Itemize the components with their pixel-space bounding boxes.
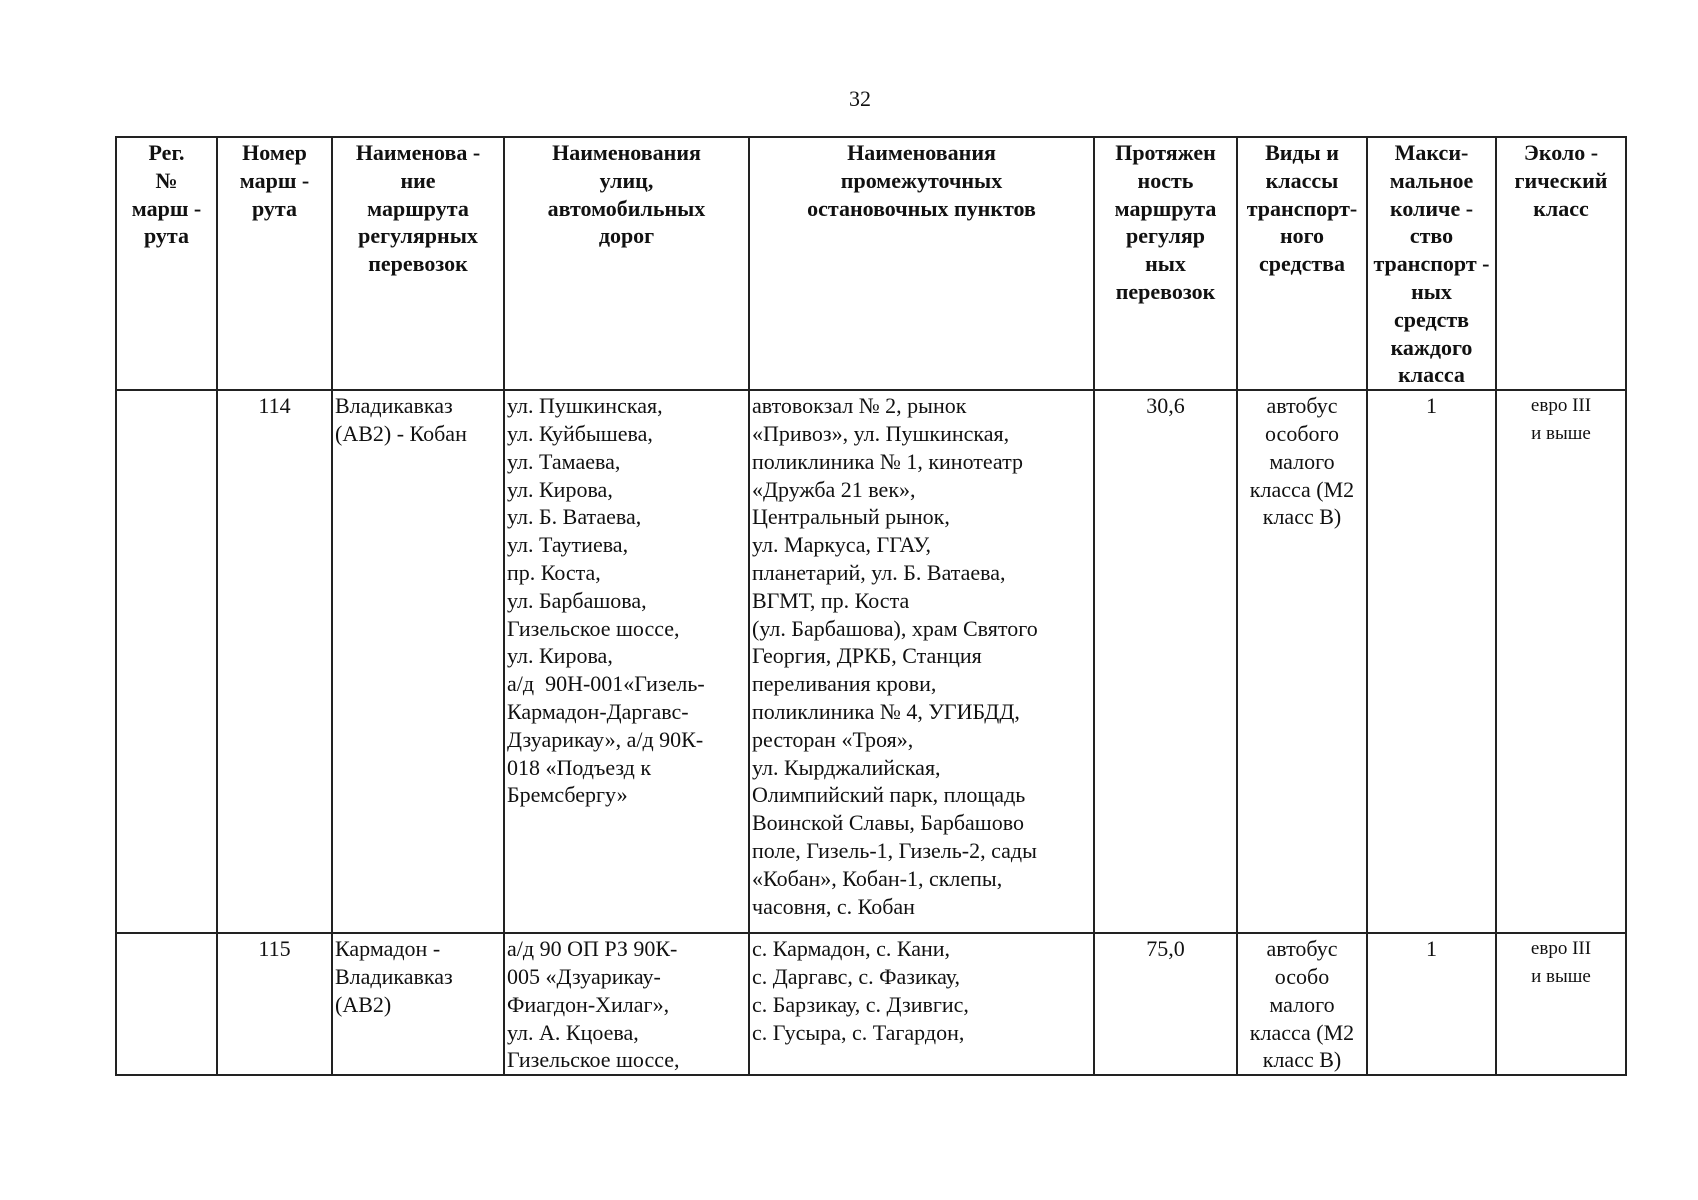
header-stops: Наименования промежуточных остановочных пунктов: [749, 137, 1094, 390]
route-name-cell: Кармадон - Владикавказ (АВ2): [332, 933, 504, 1075]
header-vehicle-class: Виды и классы транспорт- ного средства: [1237, 137, 1367, 390]
max-vehicles-cell: 1: [1367, 390, 1496, 933]
reg-number-cell: [116, 390, 217, 933]
routes-table: [115, 136, 1627, 1076]
eco-class-cell: евро III и выше: [1496, 390, 1626, 933]
reg-number-cell: [116, 933, 217, 1075]
route-number-cell: 115: [217, 933, 332, 1075]
eco-class-cell: евро III и выше: [1496, 933, 1626, 1075]
length-cell: 30,6: [1094, 390, 1237, 933]
header-route-name: Наименова - ние маршрута регулярных перевозок: [332, 137, 504, 390]
header-streets: Наименования улиц, автомобильных дорог: [504, 137, 749, 390]
route-name-cell: Владикавказ (АВ2) - Кобан: [332, 390, 504, 933]
header-route-number: Номер марш - рута: [217, 137, 332, 390]
page-number: 32: [849, 86, 871, 111]
header-length: Протяжен ность маршрута регуляр ных перевозок: [1094, 137, 1237, 390]
length-cell: 75,0: [1094, 933, 1237, 1075]
header-reg-number: Рег. № марш - рута: [116, 137, 217, 390]
streets-cell: ул. Пушкинская, ул. Куйбышева, ул. Тамаева, ул. Кирова, ул. Б. Ватаева, ул. Таутиева, пр. Коста, ул. Барбашова, Гизельское шоссе, ул. Кирова, а/д 90Н-001«Гизель- Кармадон-Даргавс- Дзуарикау», а/д 90К- 018 «Подъезд к Бремсбергу»: [504, 390, 749, 933]
table-row: [116, 390, 1626, 933]
header-eco-class: Эколо - гический класс: [1496, 137, 1626, 390]
stops-cell: автовокзал № 2, рынок «Привоз», ул. Пушкинская, поликлиника № 1, кинотеатр «Дружба 21 век», Центральный рынок, ул. Маркуса, ГГАУ, планетарий, ул. Б. Ватаева, ВГМТ, пр. Коста (ул. Барбашова), храм Святого Георгия, ДРКБ, Станция переливания крови, поликлиника № 4, УГИБДД, ресторан «Троя», ул. Кырджалийская, Олимпийский парк, площадь Воинской Славы, Барбашово поле, Гизель-1, Гизель-2, сады «Кобан», Кобан-1, склепы, часовня, с. Кобан: [749, 390, 1094, 933]
streets-cell: а/д 90 ОП РЗ 90К- 005 «Дзуарикау- Фиагдон-Хилаг», ул. А. Кцоева, Гизельское шоссе,: [504, 933, 749, 1075]
route-number-cell: 114: [217, 390, 332, 933]
table-header-row: [116, 137, 1626, 390]
table-row: [116, 933, 1626, 1075]
max-vehicles-cell: 1: [1367, 933, 1496, 1075]
header-max-vehicles: Макси- мальное количе - ство транспорт - ных средств каждого класса: [1367, 137, 1496, 390]
stops-cell: с. Кармадон, с. Кани, с. Даргавс, с. Фазикау, с. Барзикау, с. Дзивгис, с. Гусыра, с. Тагардон,: [749, 933, 1094, 1075]
vehicle-class-cell: автобус особого малого класса (М2 класс В): [1237, 390, 1367, 933]
vehicle-class-cell: автобус особо малого класса (М2 класс В): [1237, 933, 1367, 1075]
